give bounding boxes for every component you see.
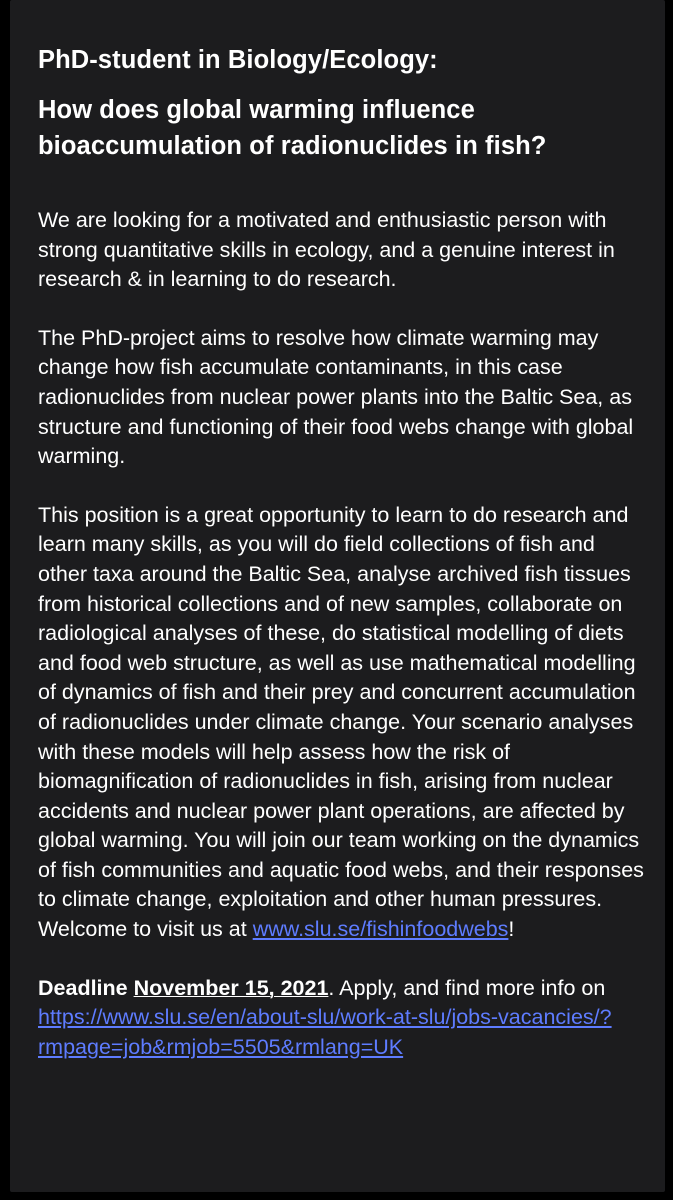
deadline-label: Deadline xyxy=(38,975,128,1000)
spacer xyxy=(38,945,645,974)
spacer xyxy=(38,295,645,324)
deadline-text: . Apply, and find more info on xyxy=(328,975,606,1000)
deadline-date[interactable]: November 15, 2021 xyxy=(133,975,329,1000)
spacer xyxy=(38,472,645,501)
team-website-link[interactable]: www.slu.se/fishinfoodwebs xyxy=(252,917,509,942)
job-post-card xyxy=(10,0,665,1192)
position-paragraph xyxy=(38,501,645,945)
deadline-paragraph xyxy=(38,974,645,1063)
post-title: PhD-student in Biology/Ecology: xyxy=(38,46,438,74)
spacer xyxy=(38,164,645,206)
position-text-end: ! xyxy=(508,917,515,942)
post-question: How does global warming influence bioaccumulation of radionuclides in fish? xyxy=(38,96,547,160)
intro-paragraph: We are looking for a motivated and enthusiastic person with strong quantitative skills in ecology, and a genuine interest in research & in learning to do research. xyxy=(38,208,615,292)
position-text: This position is a great opportunity to learn to do research and learn many skills, as you will do field collections of fish and other taxa around the Baltic Sea, analyse archived fish tissues from historical collections and of new samples, collaborate on radiological analyses of these, do statistical modelling of diets and food web structure, as well as use mathematical modelling of dynamics of fish and their prey and concurrent accumulation of radionuclides under climate change. Your scenario analyses with these models will help assess how the risk of biomagnification of radionuclides in fish, arising from nuclear accidents and nuclear power plant operations, are affected by global warming. You will join our team working on the dynamics of fish communities and aquatic food webs, and their responses to climate change, exploitation and other human pressures. Welcome to visit us at xyxy=(38,502,644,942)
project-paragraph: The PhD-project aims to resolve how climate warming may change how fish accumulate contaminants, in this case radionuclides from nuclear power plants into the Baltic Sea, as structure and functioning of their food webs change with global warming. xyxy=(38,325,634,469)
apply-link[interactable]: https://www.slu.se/en/about-slu/work-at-slu/jobs-vacancies/?rmpage=job&rmjob=5505&rmlang=UK xyxy=(38,1005,612,1059)
